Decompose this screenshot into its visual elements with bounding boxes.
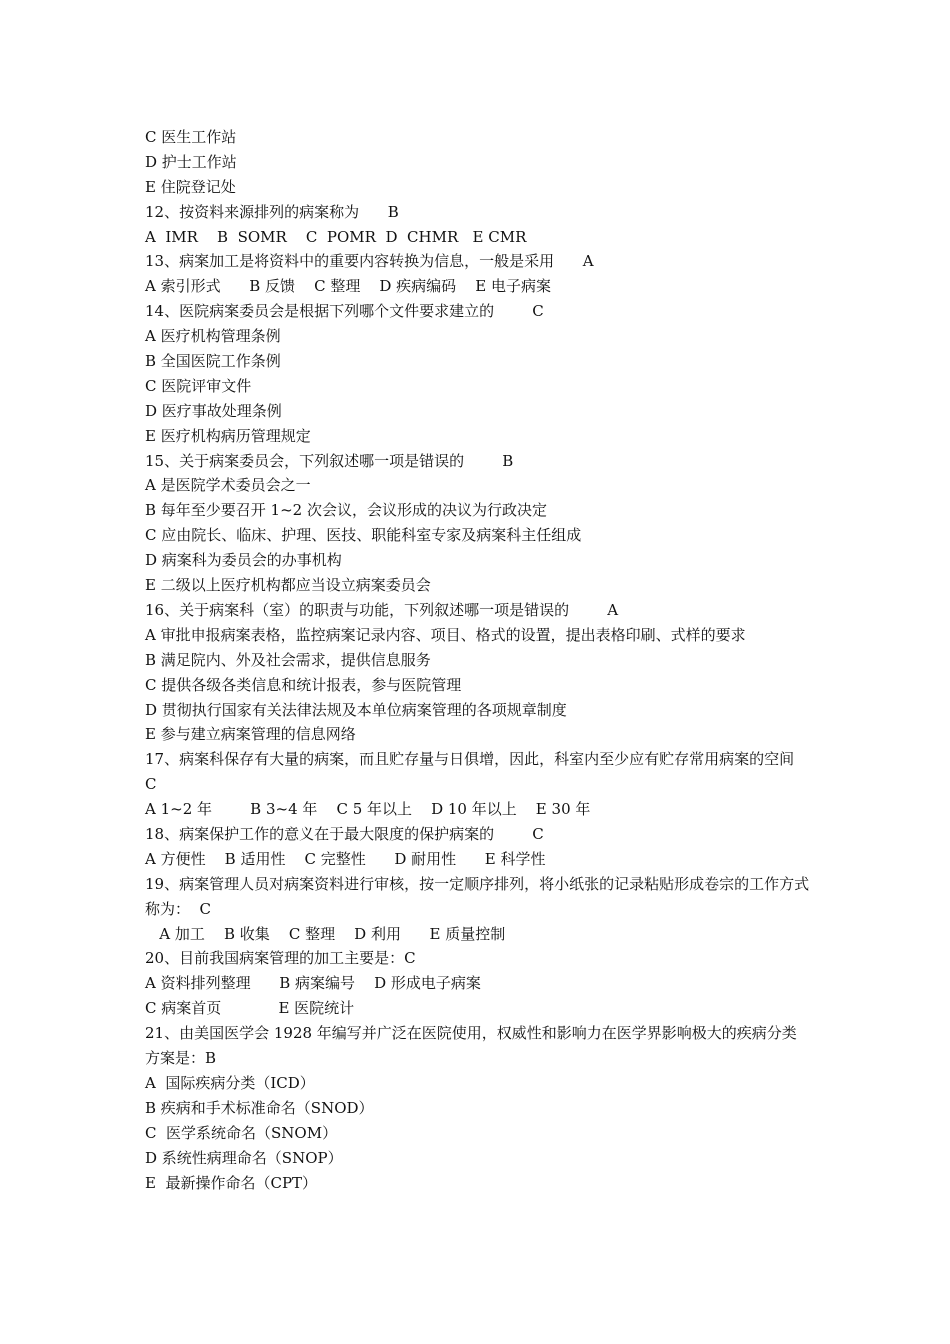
text-line: 20、目前我国病案管理的加工主要是：C bbox=[145, 949, 416, 968]
text-line: 17、病案科保存有大量的病案，而且贮存量与日俱增，因此，科室内至少应有贮存常用病案的空间 C bbox=[145, 750, 833, 794]
text-line: C 医院评审文件 bbox=[145, 376, 252, 395]
text-line: A 1~2 年 B 3~4 年 C 5 年以上 D 10 年以上 E 30 年 bbox=[145, 800, 591, 819]
text-line: A 是医院学术委员会之一 bbox=[145, 476, 311, 495]
text-line: B 满足院内、外及社会需求，提供信息服务 bbox=[145, 650, 431, 669]
text-line: D 贯彻执行国家有关法律法规及本单位病案管理的各项规章制度 bbox=[145, 700, 567, 719]
text-line: 19、病案管理人员对病案资料进行审核，按一定顺序排列，将小纸张的记录粘贴形成卷宗的工作方式称为： C bbox=[145, 874, 810, 918]
text-line: 21、由美国医学会 1928 年编写并广泛在医院使用，权威性和影响力在医学界影响极大的疾病分类方案是：B bbox=[145, 1024, 797, 1068]
text-line: E 住院登记处 bbox=[145, 177, 236, 196]
text-line: B 全国医院工作条例 bbox=[145, 352, 281, 371]
text-line: B 每年至少要召开 1~2 次会议，会议形成的决议为行政决定 bbox=[145, 501, 547, 520]
text-line: D 医疗事故处理条例 bbox=[145, 401, 282, 420]
text-line: A 方便性 B 适用性 C 完整性 D 耐用性 E 科学性 bbox=[145, 849, 546, 868]
text-line: C 提供各级各类信息和统计报表，参与医院管理 bbox=[145, 675, 462, 694]
document-body bbox=[145, 125, 833, 1195]
text-line: 16、关于病案科（室）的职责与功能，下列叙述哪一项是错误的 A bbox=[145, 600, 619, 619]
text-line: A 国际疾病分类（ICD） bbox=[145, 1073, 315, 1092]
text-line: 18、病案保护工作的意义在于最大限度的保护病案的 C bbox=[145, 824, 544, 843]
text-line: 12、按资料来源排列的病案称为 B bbox=[145, 202, 399, 221]
text-line: A 索引形式 B 反馈 C 整理 D 疾病编码 E 电子病案 bbox=[145, 277, 551, 296]
text-line: E 参与建立病案管理的信息网络 bbox=[145, 725, 356, 744]
text-line: E 医疗机构病历管理规定 bbox=[145, 426, 311, 445]
text-line: C 医生工作站 bbox=[145, 128, 237, 146]
text-line: D 系统性病理命名（SNOP） bbox=[145, 1148, 343, 1167]
text-line: D 病案科为委员会的办事机构 bbox=[145, 551, 342, 570]
text-line: E 最新操作命名（CPT） bbox=[145, 1173, 318, 1192]
text-line: 13、病案加工是将资料中的重要内容转换为信息，一般是采用 A bbox=[145, 252, 594, 271]
text-line: 15、关于病案委员会，下列叙述哪一项是错误的 B bbox=[145, 451, 514, 470]
text-line: A 审批申报病案表格，监控病案记录内容、项目、格式的设置，提出表格印刷、式样的要求 bbox=[145, 625, 746, 644]
text-line: A IMR B SOMR C POMR D CHMR E CMR bbox=[145, 227, 527, 246]
text-line: A 加工 B 收集 C 整理 D 利用 E 质量控制 bbox=[145, 924, 506, 943]
text-line: D 护士工作站 bbox=[145, 152, 237, 171]
text-line: A 资料排列整理 B 病案编号 D 形成电子病案 bbox=[145, 974, 481, 993]
text-line: E 二级以上医疗机构都应当设立病案委员会 bbox=[145, 576, 431, 595]
text-line: B 疾病和手术标准命名（SNOD） bbox=[145, 1098, 374, 1117]
text-line: C 病案首页 E 医院统计 bbox=[145, 999, 355, 1018]
text-line: C 医学系统命名（SNOM） bbox=[145, 1123, 338, 1142]
text-line: A 医疗机构管理条例 bbox=[145, 327, 281, 346]
text-line: 14、医院病案委员会是根据下列哪个文件要求建立的 C bbox=[145, 302, 544, 321]
text-line: C 应由院长、临床、护理、医技、职能科室专家及病案科主任组成 bbox=[145, 526, 582, 545]
